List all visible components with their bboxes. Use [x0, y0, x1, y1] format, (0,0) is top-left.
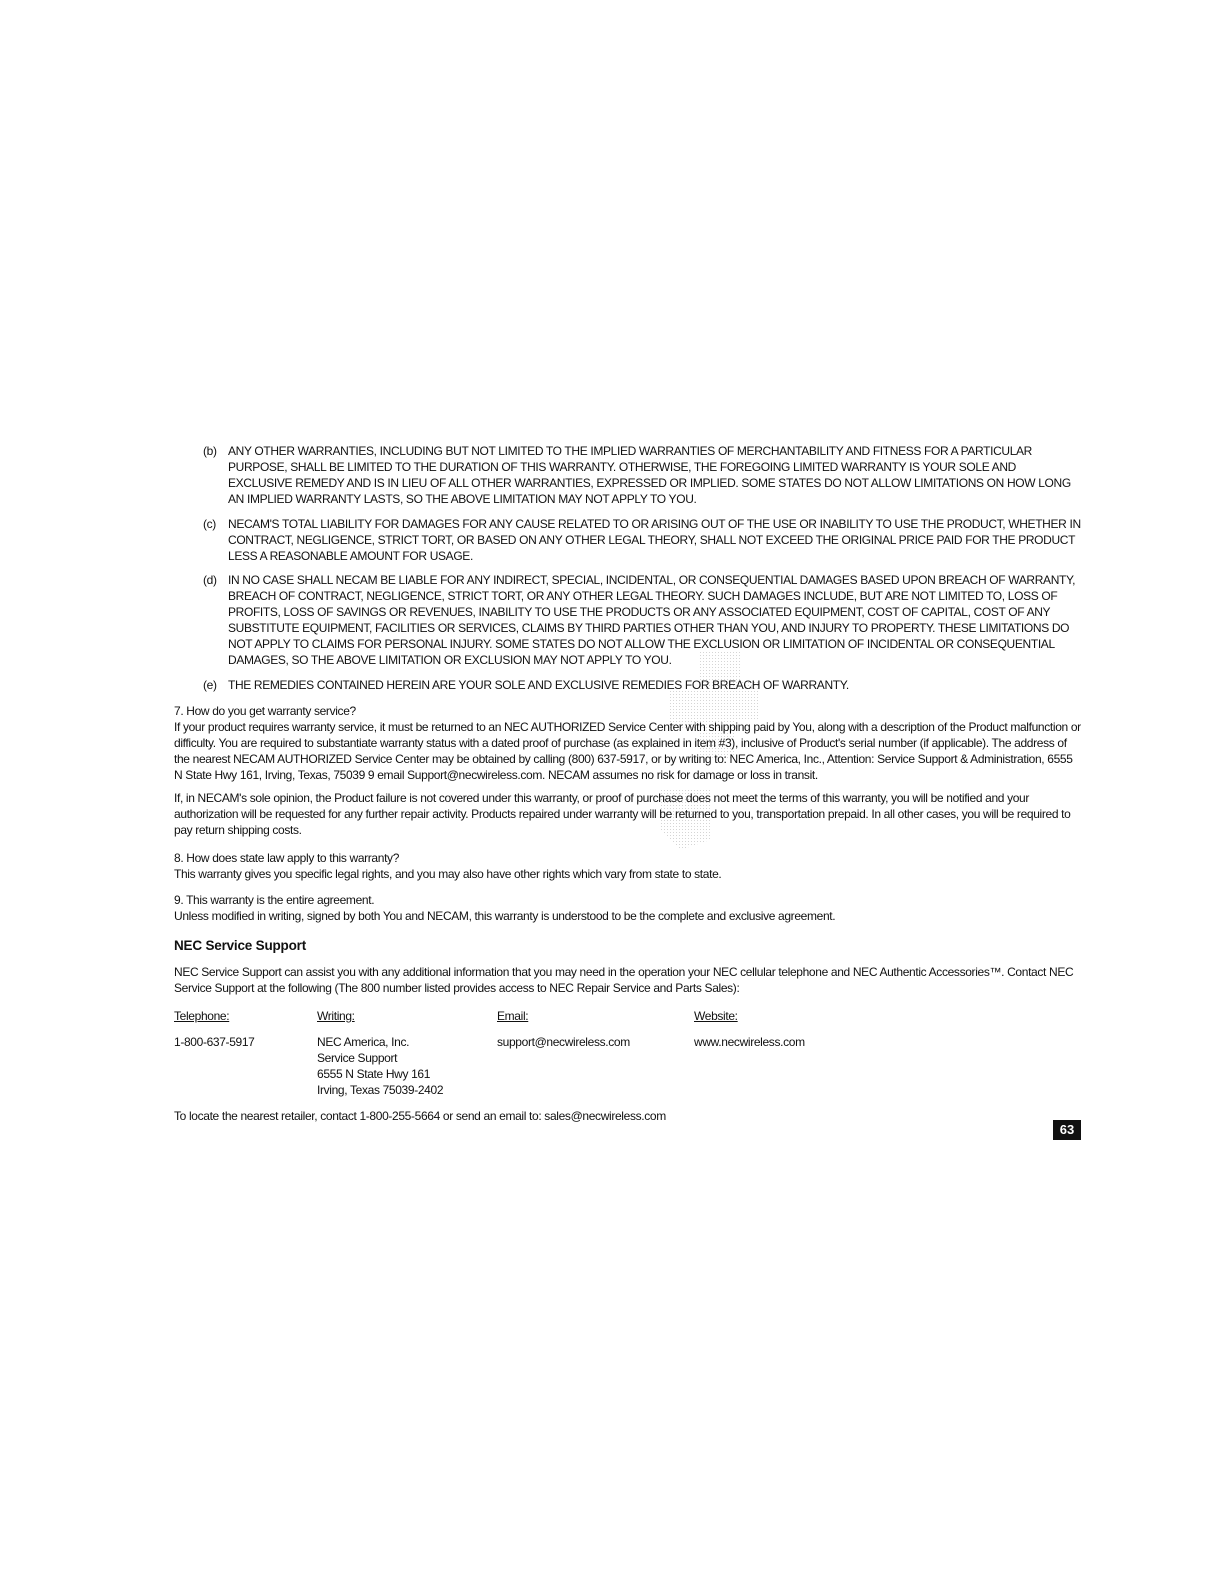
- support-intro: NEC Service Support can assist you with any additional information that you may need in the operation your NEC cellular telephone and NEC Authentic Accessories™. Contact NEC Service Support at the following (The 800 number listed provides access to NEC Repair Service and Parts Sales):: [174, 965, 1074, 995]
- support-email: support@necwireless.com: [497, 1035, 630, 1049]
- address-line: Service Support: [317, 1051, 398, 1065]
- q9-question: 9. This warranty is the entire agreement.: [174, 893, 375, 907]
- clause-text: IN NO CASE SHALL NECAM BE LIABLE FOR ANY INDIRECT, SPECIAL, INCIDENTAL, OR CONSEQUENTIAL DAMAGES BASED UPON BREACH OF WARRANTY, BREACH OF CONTRACT, NEGLIGENCE, STRICT TORT, OR ANY OTHER LEGAL THEORY. SUCH DAMAGES INCLUDE, BUT ARE NOT LIMITED TO, LOSS OF PROFITS, LOSS OF SAVINGS OR REVENUES, INABILITY TO USE THE PRODUCTS OR ANY ASSOCIATED EQUIPMENT, COST OF CAPITAL, COST OF ANY SUBSTITUTE EQUIPMENT, FACILITIES OR SERVICES, CLAIMS BY THIRD PARTIES OTHER THAN YOU, AND INJURY TO PROPERTY. THESE LIMITATIONS DO NOT APPLY TO CLAIMS FOR PERSONAL INJURY. SOME STATES DO NOT ALLOW THE EXCLUSION OR LIMITATION OF INCIDENTAL OR CONSEQUENTIAL DAMAGES, SO THE ABOVE LIMITATION OR EXCLUSION MAY NOT APPLY TO YOU.: [228, 573, 1076, 667]
- clause-label: (b): [203, 444, 217, 458]
- email-label: Email:: [497, 1009, 529, 1023]
- clause-label: (e): [203, 678, 217, 692]
- mailing-address: [317, 1034, 443, 1098]
- address-line: Irving, Texas 75039-2402: [317, 1083, 444, 1097]
- q8-question: 8. How does state law apply to this warranty?: [174, 851, 400, 865]
- clause-label: (c): [203, 517, 216, 531]
- q9-answer: Unless modified in writing, signed by both You and NECAM, this warranty is understood to be the complete and exclusive agreement.: [174, 909, 836, 923]
- q7-answer-2: If, in NECAM's sole opinion, the Product failure is not covered under this warranty, or proof of purchase does not meet the terms of this warranty, you will be notified and your authorization will be requested for any further repair activity. Products repaired under warranty will be returned to you, transportation prepaid. In all other cases, you will be required to pay return shipping costs.: [174, 791, 1071, 837]
- address-line: NEC America, Inc.: [317, 1035, 410, 1049]
- website-label: Website:: [694, 1009, 738, 1023]
- support-website: www.necwireless.com: [694, 1035, 805, 1049]
- q7-question: 7. How do you get warranty service?: [174, 704, 356, 718]
- page-number: 63: [1053, 1120, 1081, 1140]
- clause-text: ANY OTHER WARRANTIES, INCLUDING BUT NOT LIMITED TO THE IMPLIED WARRANTIES OF MERCHANTABILITY AND FITNESS FOR A PARTICULAR PURPOSE, SHALL BE LIMITED TO THE DURATION OF THIS WARRANTY. OTHERWISE, THE FOREGOING LIMITED WARRANTY IS YOUR SOLE AND EXCLUSIVE REMEDY AND IS IN LIEU OF ALL OTHER WARRANTIES, EXPRESSED OR IMPLIED. SOME STATES DO NOT ALLOW LIMITATIONS ON HOW LONG AN IMPLIED WARRANTY LASTS, SO THE ABOVE LIMITATION MAY NOT APPLY TO YOU.: [228, 444, 1071, 506]
- address-line: 6555 N State Hwy 161: [317, 1067, 431, 1081]
- q7-answer-1: If your product requires warranty service, it must be returned to an NEC AUTHORIZED Service Center with shipping paid by You, along with a description of the Product malfunction or difficulty. You are required to substantiate warranty status with a dated proof of purchase (as explained in item #3), inclusive of Product's serial number (if applicable). The address of the nearest NECAM AUTHORIZED Service Center may be obtained by calling (800) 637-5917, or by writing to: NEC America, Inc., Attention: Service Support & Administration, 6555 N State Hwy 161, Irving, Texas, 75039 9 email Support@necwireless.com. NECAM assumes no risk for damage or loss in transit.: [174, 720, 1081, 782]
- contact-website-column: [694, 1008, 805, 1050]
- clause-text: NECAM'S TOTAL LIABILITY FOR DAMAGES FOR ANY CAUSE RELATED TO OR ARISING OUT OF THE USE OR INABILITY TO USE THE PRODUCT, WHETHER IN CONTRACT, NEGLIGENCE, STRICT TORT, OR BASED ON ANY OTHER LEGAL THEORY, SHALL NOT EXCEED THE ORIGINAL PRICE PAID FOR THE PRODUCT LESS A REASONABLE AMOUNT FOR USAGE.: [228, 517, 1081, 563]
- retailer-note: To locate the nearest retailer, contact 1-800-255-5664 or send an email to: sales@necwireless.com: [174, 1109, 666, 1123]
- telephone-label: Telephone:: [174, 1009, 230, 1023]
- q8-answer: This warranty gives you specific legal rights, and you may also have other rights which vary from state to state.: [174, 867, 722, 881]
- clause-text: THE REMEDIES CONTAINED HEREIN ARE YOUR SOLE AND EXCLUSIVE REMEDIES FOR BREACH OF WARRANTY.: [228, 678, 849, 692]
- support-heading: NEC Service Support: [174, 938, 306, 953]
- contact-writing-column: [317, 1008, 443, 1098]
- contact-telephone-column: [174, 1008, 255, 1050]
- contact-email-column: [497, 1008, 630, 1050]
- writing-label: Writing:: [317, 1009, 355, 1023]
- clause-label: (d): [203, 573, 217, 587]
- telephone-number: 1-800-637-5917: [174, 1035, 255, 1049]
